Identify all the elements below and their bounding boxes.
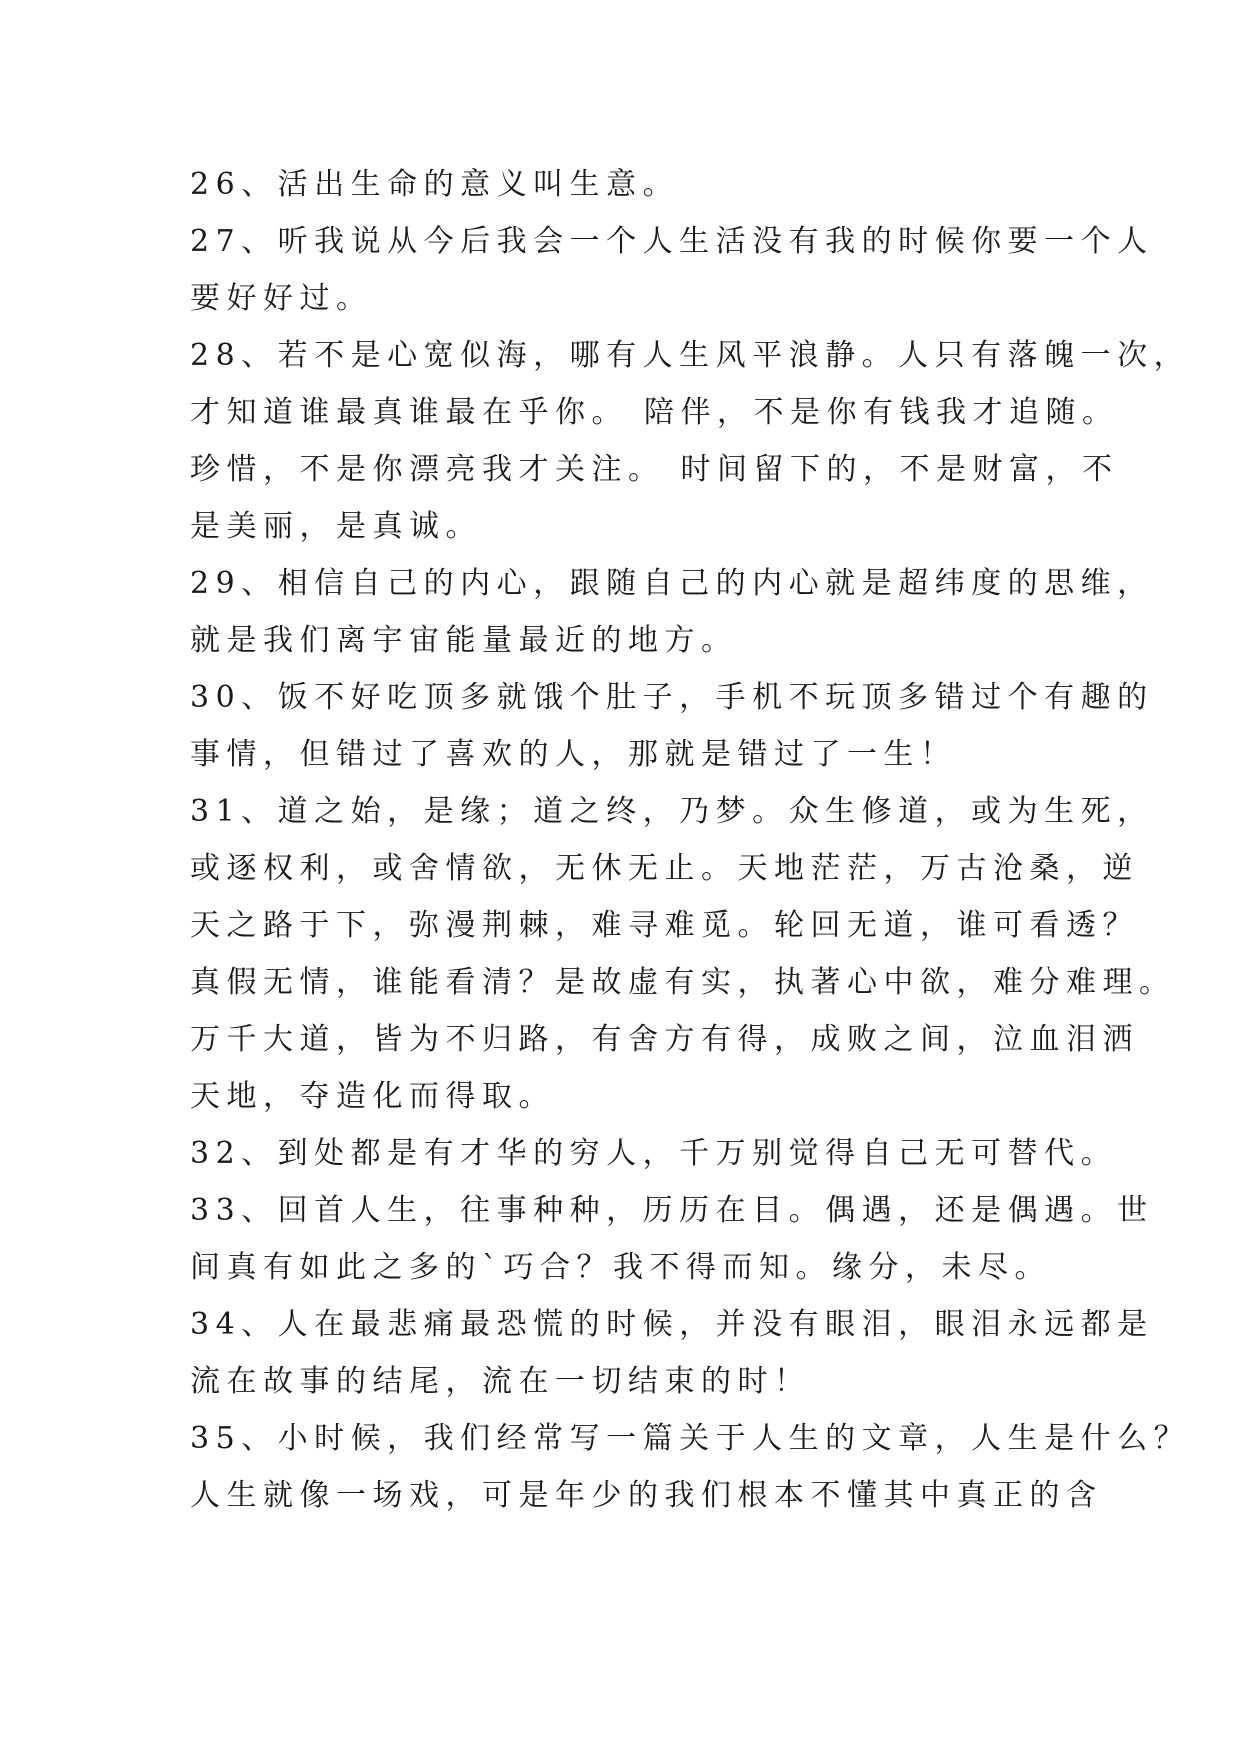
text-line: 天地，夺造化而得取。	[190, 1079, 555, 1114]
text-line: 35、小时候，我们经常写一篇关于人生的文章，人生是什么？	[190, 1421, 1191, 1456]
text-line: 26、活出生命的意义叫生意。	[190, 167, 680, 202]
text-line: 是美丽，是真诚。	[190, 509, 482, 544]
text-line: 就是我们离宇宙能量最近的地方。	[190, 623, 738, 658]
text-line: 才知道谁最真谁最在乎你。 陪伴，不是你有钱我才追随。	[190, 395, 1119, 430]
text-line: 人生就像一场戏，可是年少的我们根本不懂其中真正的含	[190, 1478, 1103, 1513]
text-line: 或逐权利，或舍情欲，无休无止。天地茫茫，万古沧桑，逆	[190, 851, 1139, 886]
text-line: 34、人在最悲痛最恐慌的时候，并没有眼泪，眼泪永远都是	[190, 1307, 1154, 1342]
text-line: 天之路于下，弥漫荆棘，难寻难觅。轮回无道，谁可看透？	[190, 908, 1139, 943]
text-line: 万千大道，皆为不归路，有舍方有得，成败之间，泣血泪洒	[190, 1022, 1139, 1057]
text-line: 32、到处都是有才华的穷人，千万别觉得自己无可替代。	[190, 1136, 1118, 1171]
text-line: 珍惜，不是你漂亮我才关注。 时间留下的，不是财富，不	[190, 452, 1119, 487]
text-line: 流在故事的结尾，流在一切结束的时！	[190, 1364, 811, 1399]
text-line: 33、回首人生，往事种种，历历在目。偶遇，还是偶遇。世	[190, 1193, 1154, 1228]
text-line: 事情，但错过了喜欢的人，那就是错过了一生！	[190, 737, 957, 772]
text-line: 真假无情，谁能看清？是故虚有实，执著心中欲，难分难理。	[190, 965, 1176, 1000]
text-line: 要好好过。	[190, 281, 373, 316]
text-line: 间真有如此之多的`巧合？我不得而知。缘分，未尽。	[190, 1250, 1051, 1285]
text-line: 27、听我说从今后我会一个人生活没有我的时候你要一个人	[190, 224, 1154, 259]
text-line: 31、道之始，是缘；道之终，乃梦。众生修道，或为生死，	[190, 794, 1154, 829]
text-line: 30、饭不好吃顶多就饿个肚子，手机不玩顶多错过个有趣的	[190, 680, 1154, 715]
text-line: 29、相信自己的内心，跟随自己的内心就是超纬度的思维，	[190, 566, 1154, 601]
text-line: 28、若不是心宽似海，哪有人生风平浪静。人只有落魄一次，	[190, 338, 1191, 373]
